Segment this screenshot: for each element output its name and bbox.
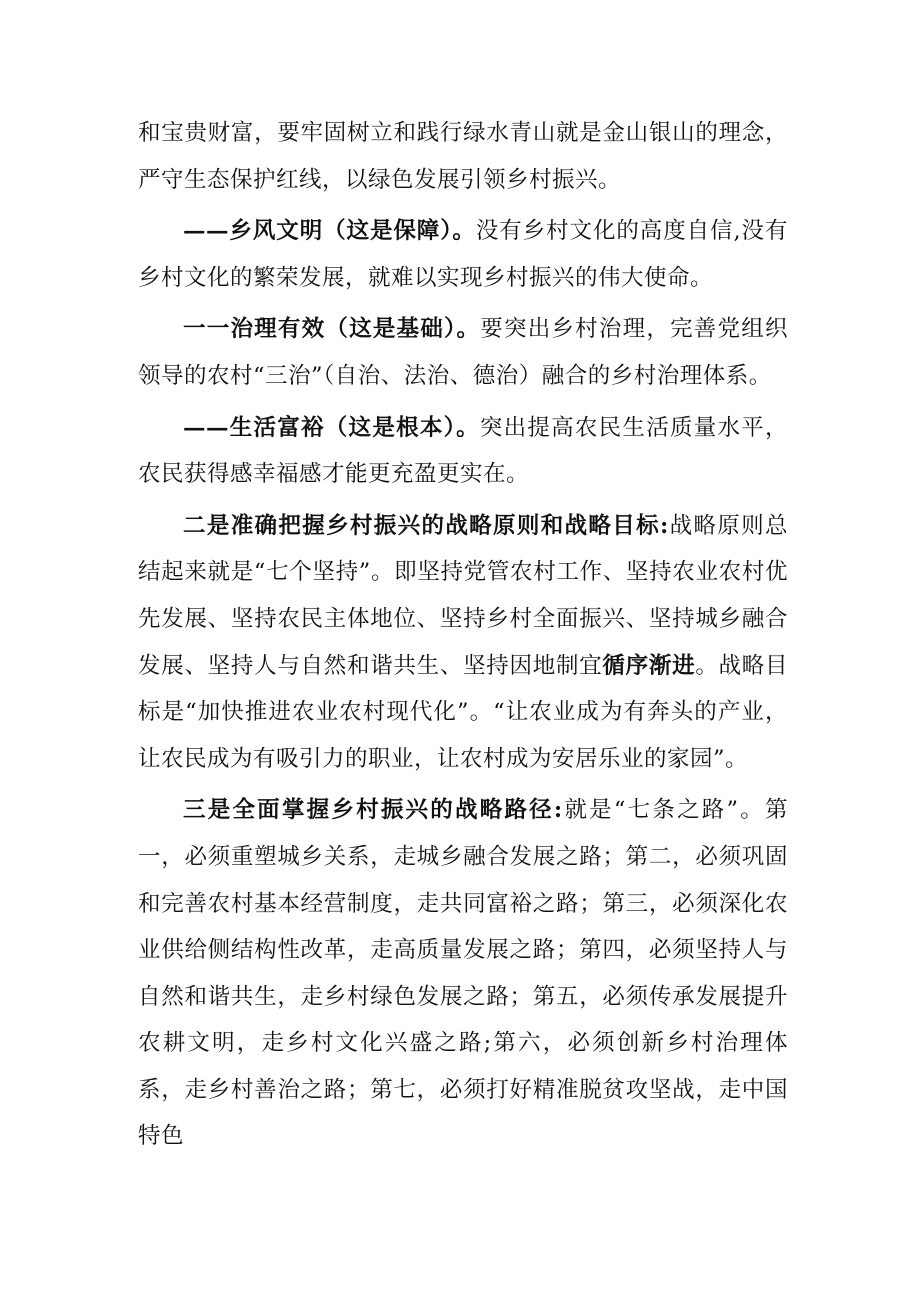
paragraph-lead-bold: ——生活富裕（这是根本）。 [183,414,480,441]
paragraph-ecology-continued [138,110,788,203]
paragraph-rural-civility [138,208,788,301]
paragraph-body: 战略原则总结起来就是“七个坚持”。即坚持党管农村工作、坚持农业农村优先发展、坚持农民主体地位、坚持乡村全面振兴、坚持城乡融合发展、坚持人与自然和谐共生、坚持因地制宜 [138,512,788,679]
paragraph-lead-bold: 一一治理有效（这是基础）。 [183,316,481,343]
paragraph-lead-bold: ——乡风文明（这是保障）。 [183,218,476,245]
paragraph-body: 要突出乡村治理，完善党组织领导的农村“三治”（自治、法治、德治）融合的乡村治理体系。 [138,316,788,389]
paragraph-body: 没有乡村文化的高度自信,没有乡村文化的繁荣发展，就难以实现乡村振兴的伟大使命。 [138,218,788,291]
paragraph-prosperous-life [138,405,788,498]
paragraph-strategy-principles [138,503,788,783]
paragraph-lead-bold: 二是准确把握乡村振兴的战略原则和战略目标: [183,512,669,539]
paragraph-lead-bold: 三是全面掌握乡村振兴的战略路径: [183,797,563,824]
document-page [138,110,788,1165]
paragraph-body: 就是“七条之路”。第一，必须重塑城乡关系，走城乡融合发展之路；第二，必须巩固和完善农村基本经营制度，走共同富裕之路；第三，必须深化农业供给侧结构性改革，走高质量发展之路；第四，必须坚持人与自然和谐共生，走乡村绿色发展之路；第五，必须传承发展提升农耕文明，走乡村文化兴盛之路;第六，必须创新乡村治理体系，走乡村善治之路；第七，必须打好精准脱贫攻坚战，走中国特色 [138,797,788,1150]
paragraph-body: 突出提高农民生活质量水平，农民获得感幸福感才能更充盈更实在。 [138,414,788,488]
paragraph-strategy-path [138,787,788,1160]
paragraph-body: 和宝贵财富，要牢固树立和践行绿水青山就是金山银山的理念，严守生态保护红线，以绿色发展引领乡村振兴。 [138,120,788,193]
paragraph-tail: 。战略目标是“加快推进农业农村现代化”。“让农业成为有奔头的产业，让农民成为有吸引力的职业，让农村成为安居乐业的家园”。 [138,652,788,772]
paragraph-inline-bold: 循序渐进 [602,652,696,679]
paragraph-effective-governance [138,306,788,399]
